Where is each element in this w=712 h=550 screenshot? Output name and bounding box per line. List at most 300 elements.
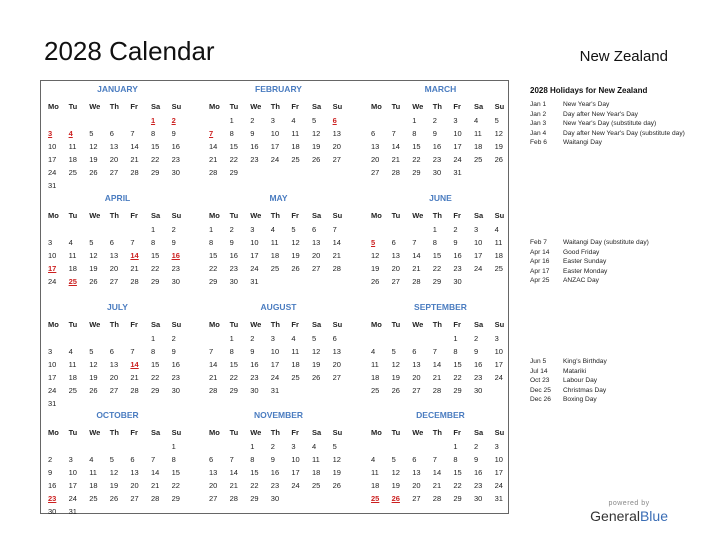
day-cell: 2	[250, 334, 255, 343]
day-cell: 16	[270, 468, 280, 478]
day-cell: 7	[150, 455, 156, 465]
day-cell: 13	[109, 251, 119, 261]
holiday-item	[530, 267, 695, 277]
day-cell: 16	[432, 142, 442, 152]
day-cell: 6	[311, 225, 317, 234]
day-cell: 26	[371, 277, 380, 287]
day-cell: 6	[412, 347, 417, 357]
weekday-header: We	[89, 211, 101, 220]
day-cell: 9	[250, 347, 255, 357]
day-cell: 10	[270, 347, 280, 357]
day-cell: 17	[48, 373, 57, 383]
holiday-name: Good Friday	[563, 248, 600, 256]
day-cell: 23	[432, 155, 442, 165]
weekday-header: Sa	[150, 320, 161, 329]
day-cell: 20	[332, 360, 341, 370]
day-cell: 25	[270, 264, 280, 274]
day-cell: 2	[473, 442, 479, 451]
empty-cell	[86, 114, 107, 127]
month-days-grid	[206, 100, 351, 179]
day-cell: 24	[250, 264, 259, 274]
weekday-header: Sa	[150, 211, 161, 220]
weekday-header: Sa	[311, 320, 322, 329]
month-may	[206, 193, 351, 288]
holiday-date: Feb 7	[530, 239, 547, 246]
day-cell: 11	[291, 129, 300, 139]
day-cell: 29	[229, 168, 238, 178]
day-cell: 5	[89, 129, 94, 139]
day-cell: 17	[250, 251, 259, 261]
day-cell: 4	[494, 225, 499, 234]
weekday-header: We	[250, 102, 262, 111]
day-cell: 15	[150, 251, 160, 261]
day-cell: 20	[311, 251, 321, 261]
country-name: New Zealand	[579, 48, 668, 65]
day-cell: 16	[250, 142, 259, 152]
day-cell: 10	[473, 238, 483, 248]
day-cell: 15	[229, 142, 238, 152]
empty-cell	[45, 332, 66, 345]
day-cell: 13	[391, 251, 400, 261]
day-cell: 8	[150, 129, 156, 139]
day-cell: 23	[250, 373, 259, 383]
day-cell: 3	[494, 442, 499, 451]
day-cell: 1	[412, 116, 417, 125]
weekday-header: Tu	[391, 102, 401, 111]
day-cell: 10	[48, 360, 57, 370]
day-cell: 20	[209, 481, 218, 491]
month-june	[368, 193, 513, 288]
day-cell: 7	[412, 238, 417, 248]
empty-cell	[66, 223, 87, 236]
day-cell: 8	[171, 455, 176, 465]
day-cell: 23	[270, 481, 280, 491]
brand-name-general: General	[590, 508, 640, 524]
day-cell: 22	[432, 264, 442, 274]
day-cell: 12	[391, 468, 400, 478]
day-cell: 24	[68, 494, 77, 504]
day-cell: 21	[412, 264, 421, 274]
day-cell: 9	[270, 455, 275, 465]
weekday-header: Tu	[229, 102, 239, 111]
day-cell: 1	[150, 334, 156, 343]
day-cell: 10	[48, 251, 57, 261]
day-cell: 3	[270, 334, 275, 343]
weekday-header: Su	[494, 102, 505, 111]
weekday-header: Su	[332, 428, 343, 437]
day-cell: 21	[209, 155, 218, 165]
day-cell: 17	[494, 468, 503, 478]
day-cell: 31	[48, 181, 57, 191]
weekday-header: Fr	[130, 320, 138, 329]
day-cell: 18	[68, 264, 77, 274]
day-cell: 9	[250, 129, 255, 139]
day-cell: 30	[48, 507, 57, 517]
day-cell: 18	[473, 142, 483, 152]
empty-cell	[127, 440, 148, 453]
weekday-header: Su	[171, 211, 182, 220]
weekday-header: Sa	[311, 102, 322, 111]
day-cell: 9	[171, 129, 176, 139]
day-cell: 26	[89, 277, 98, 287]
weekday-header: Tu	[229, 428, 239, 437]
day-cell: 10	[291, 455, 300, 465]
day-cell: 24	[494, 481, 503, 491]
holiday-name: Christmas Day	[563, 386, 607, 394]
day-cell: 5	[494, 116, 499, 125]
month-august	[206, 302, 351, 397]
day-cell: 22	[209, 264, 218, 274]
day-cell: 8	[209, 238, 214, 248]
empty-cell	[86, 440, 107, 453]
day-cell: 30	[171, 168, 180, 178]
day-cell: 30	[171, 386, 180, 396]
day-cell: 30	[432, 168, 442, 178]
day-cell: 13	[371, 142, 380, 152]
brand-name	[590, 508, 668, 524]
day-cell: 25	[68, 168, 77, 178]
day-cell: 19	[371, 264, 380, 274]
day-cell: 13	[209, 468, 218, 478]
day-cell: 20	[391, 264, 400, 274]
weekday-header: Tu	[391, 320, 401, 329]
day-cell: 16	[171, 142, 180, 152]
day-cell: 11	[270, 238, 279, 248]
day-cell: 4	[371, 455, 376, 465]
day-cell: 25	[291, 155, 300, 165]
day-cell: 21	[130, 264, 139, 274]
day-cell: 30	[453, 277, 462, 287]
day-cell: 29	[412, 168, 421, 178]
day-cell: 25	[473, 155, 483, 165]
weekday-header: We	[89, 428, 101, 437]
day-cell: 4	[291, 116, 296, 125]
day-cell: 1	[229, 116, 234, 125]
empty-cell	[206, 440, 227, 453]
weekday-header: Th	[432, 211, 442, 220]
month-name: JUNE	[429, 193, 452, 203]
holiday-date: Apr 17	[530, 267, 550, 275]
holiday-day-cell: 7	[209, 129, 214, 139]
day-cell: 23	[473, 373, 483, 383]
weekday-header: Th	[432, 320, 442, 329]
day-cell: 27	[209, 494, 218, 504]
day-cell: 27	[391, 277, 400, 287]
day-cell: 26	[332, 481, 341, 491]
holiday-date: Dec 26	[530, 396, 551, 404]
weekday-header: We	[250, 428, 262, 437]
month-name: DECEMBER	[416, 410, 465, 420]
day-cell: 12	[89, 360, 98, 370]
day-cell: 2	[171, 225, 176, 234]
day-cell: 27	[130, 494, 139, 504]
weekday-header: We	[89, 320, 101, 329]
weekday-header: Fr	[130, 211, 138, 220]
day-cell: 8	[150, 238, 156, 248]
weekday-header: Su	[171, 428, 182, 437]
day-cell: 19	[494, 142, 503, 152]
month-days-grid	[45, 318, 190, 411]
holiday-day-cell: 23	[48, 494, 57, 504]
day-cell: 25	[494, 264, 503, 274]
day-cell: 24	[270, 373, 280, 383]
day-cell: 8	[453, 347, 458, 357]
day-cell: 4	[473, 116, 479, 125]
day-cell: 28	[130, 277, 139, 287]
day-cell: 10	[494, 347, 503, 357]
weekday-header: Mo	[48, 211, 59, 220]
day-cell: 4	[68, 347, 73, 357]
day-cell: 11	[68, 251, 77, 261]
day-cell: 6	[109, 347, 114, 357]
day-cell: 23	[171, 155, 180, 165]
empty-cell	[45, 223, 66, 236]
empty-cell	[86, 332, 107, 345]
day-cell: 5	[311, 116, 317, 125]
day-cell: 17	[270, 360, 280, 370]
weekday-header: Sa	[150, 102, 161, 111]
month-january	[45, 84, 190, 193]
holiday-name: Waitangi Day (substitute day)	[563, 239, 649, 246]
holiday-date: Apr 25	[530, 277, 550, 285]
weekday-header: Su	[494, 320, 505, 329]
day-cell: 20	[332, 142, 341, 152]
day-cell: 19	[89, 373, 98, 383]
weekday-header: Sa	[473, 102, 484, 111]
day-cell: 14	[432, 360, 442, 370]
empty-cell	[389, 332, 410, 345]
weekday-header: Th	[109, 428, 119, 437]
empty-cell	[409, 332, 430, 345]
day-cell: 18	[68, 373, 77, 383]
holiday-day-cell: 5	[371, 238, 376, 248]
powered-by-text: powered by	[608, 500, 650, 507]
weekday-header: Th	[432, 428, 442, 437]
day-cell: 9	[48, 468, 53, 478]
empty-cell	[227, 440, 248, 453]
empty-cell	[430, 440, 451, 453]
day-cell: 11	[371, 468, 379, 478]
weekday-header: We	[412, 320, 424, 329]
day-cell: 28	[130, 168, 139, 178]
day-cell: 14	[130, 142, 139, 152]
month-name: JANUARY	[97, 84, 138, 94]
day-cell: 25	[68, 386, 77, 396]
day-cell: 1	[150, 225, 156, 234]
day-cell: 14	[332, 238, 341, 248]
weekday-header: Fr	[130, 102, 138, 111]
weekday-header: We	[89, 102, 101, 111]
empty-cell	[368, 114, 389, 127]
day-cell: 21	[130, 155, 139, 165]
day-cell: 1	[229, 334, 234, 343]
holiday-name: Matariki	[563, 367, 587, 375]
page-title: 2028 Calendar	[44, 36, 215, 66]
empty-cell	[368, 440, 389, 453]
holiday-day-cell: 14	[130, 251, 139, 261]
day-cell: 15	[209, 251, 218, 261]
day-cell: 22	[150, 155, 160, 165]
day-cell: 9	[171, 347, 176, 357]
day-cell: 27	[109, 168, 119, 178]
day-cell: 29	[150, 168, 160, 178]
day-cell: 3	[250, 225, 255, 234]
day-cell: 3	[48, 347, 53, 357]
day-cell: 23	[229, 264, 238, 274]
empty-cell	[66, 440, 87, 453]
weekday-header: Su	[494, 428, 505, 437]
day-cell: 15	[250, 468, 259, 478]
holiday-date: Apr 16	[530, 258, 550, 266]
day-cell: 13	[412, 468, 421, 478]
day-cell: 4	[68, 238, 73, 248]
day-cell: 7	[432, 347, 437, 357]
day-cell: 17	[48, 155, 57, 165]
day-cell: 30	[270, 494, 280, 504]
day-cell: 29	[150, 277, 160, 287]
holiday-date: Jul 14	[530, 367, 548, 375]
day-cell: 15	[229, 360, 238, 370]
weekday-header: Mo	[209, 428, 220, 437]
day-cell: 29	[453, 494, 462, 504]
day-cell: 16	[48, 481, 57, 491]
holiday-group-2	[530, 238, 695, 286]
holiday-name: King's Birthday	[563, 358, 607, 365]
brand-name-blue: Blue	[639, 508, 668, 524]
weekday-header: Su	[171, 102, 182, 111]
weekday-header: Fr	[453, 211, 461, 220]
day-cell: 24	[494, 373, 503, 383]
day-cell: 3	[453, 116, 458, 125]
day-cell: 25	[89, 494, 98, 504]
empty-cell	[107, 332, 128, 345]
day-cell: 4	[291, 334, 296, 343]
day-cell: 16	[453, 251, 462, 261]
weekday-header: Mo	[371, 320, 382, 329]
day-cell: 29	[229, 386, 238, 396]
day-cell: 1	[432, 225, 437, 234]
day-cell: 5	[311, 334, 317, 343]
holiday-name: Waitangi Day	[563, 139, 602, 147]
month-july	[45, 302, 190, 411]
day-cell: 5	[332, 442, 337, 451]
day-cell: 14	[229, 468, 238, 478]
holiday-day-cell: 25	[68, 277, 77, 287]
day-cell: 23	[171, 264, 180, 274]
day-cell: 5	[89, 238, 94, 248]
day-cell: 26	[391, 386, 400, 396]
day-cell: 24	[453, 155, 462, 165]
day-cell: 28	[332, 264, 341, 274]
day-cell: 15	[150, 142, 160, 152]
day-cell: 20	[109, 155, 119, 165]
day-cell: 27	[332, 155, 341, 165]
day-cell: 21	[130, 373, 139, 383]
empty-cell	[66, 332, 87, 345]
day-cell: 10	[48, 142, 57, 152]
day-cell: 2	[229, 225, 234, 234]
day-cell: 14	[391, 142, 400, 152]
day-cell: 20	[371, 155, 380, 165]
day-cell: 17	[270, 142, 280, 152]
day-cell: 28	[209, 168, 218, 178]
weekday-header: Th	[270, 428, 280, 437]
month-september	[368, 302, 513, 397]
day-cell: 7	[130, 238, 135, 248]
holiday-date: Jan 3	[530, 120, 547, 128]
weekday-header: Fr	[453, 102, 461, 111]
month-name: SEPTEMBER	[414, 302, 467, 312]
month-name: AUGUST	[260, 302, 297, 312]
holiday-item	[530, 386, 695, 396]
day-cell: 7	[391, 129, 396, 139]
day-cell: 21	[432, 481, 442, 491]
day-cell: 14	[209, 142, 218, 152]
day-cell: 22	[250, 481, 259, 491]
weekday-header: Fr	[291, 428, 299, 437]
weekday-header: Sa	[473, 211, 484, 220]
month-name: MARCH	[424, 84, 457, 94]
holiday-name: Day after New Year's Day (substitute day)	[563, 129, 685, 137]
day-cell: 21	[432, 373, 442, 383]
day-cell: 10	[270, 129, 280, 139]
day-cell: 25	[371, 386, 380, 396]
day-cell: 21	[209, 373, 218, 383]
day-cell: 13	[109, 360, 119, 370]
day-cell: 23	[473, 481, 483, 491]
day-cell: 6	[109, 238, 114, 248]
day-cell: 18	[89, 481, 98, 491]
day-cell: 17	[68, 481, 77, 491]
day-cell: 21	[391, 155, 400, 165]
day-cell: 23	[171, 373, 180, 383]
weekday-header: Tu	[68, 428, 78, 437]
holiday-name: Easter Sunday	[563, 258, 607, 266]
month-december	[368, 410, 513, 505]
day-cell: 29	[209, 277, 218, 287]
day-cell: 12	[311, 347, 321, 357]
day-cell: 17	[473, 251, 483, 261]
weekday-header: Mo	[209, 102, 220, 111]
weekday-header: Su	[332, 320, 343, 329]
holiday-day-cell: 14	[130, 360, 139, 370]
empty-cell	[127, 223, 148, 236]
weekday-header: We	[412, 211, 424, 220]
day-cell: 7	[209, 347, 214, 357]
holiday-day-cell: 6	[332, 116, 337, 125]
day-cell: 6	[371, 129, 376, 139]
holiday-day-cell: 26	[391, 494, 400, 504]
month-days-grid	[368, 209, 513, 288]
day-cell: 7	[432, 455, 437, 465]
empty-cell	[389, 440, 410, 453]
holidays-title: 2028 Holidays for New Zealand	[530, 86, 648, 95]
day-cell: 14	[412, 251, 421, 261]
weekday-header: Fr	[291, 320, 299, 329]
month-days-grid	[206, 426, 351, 505]
day-cell: 30	[229, 277, 238, 287]
month-days-grid	[45, 100, 190, 193]
day-cell: 26	[109, 494, 119, 504]
day-cell: 28	[209, 386, 218, 396]
month-days-grid	[368, 426, 513, 505]
day-cell: 19	[89, 155, 98, 165]
day-cell: 7	[332, 225, 337, 234]
month-days-grid	[45, 426, 190, 519]
day-cell: 15	[453, 360, 462, 370]
day-cell: 27	[109, 277, 119, 287]
day-cell: 12	[391, 360, 400, 370]
